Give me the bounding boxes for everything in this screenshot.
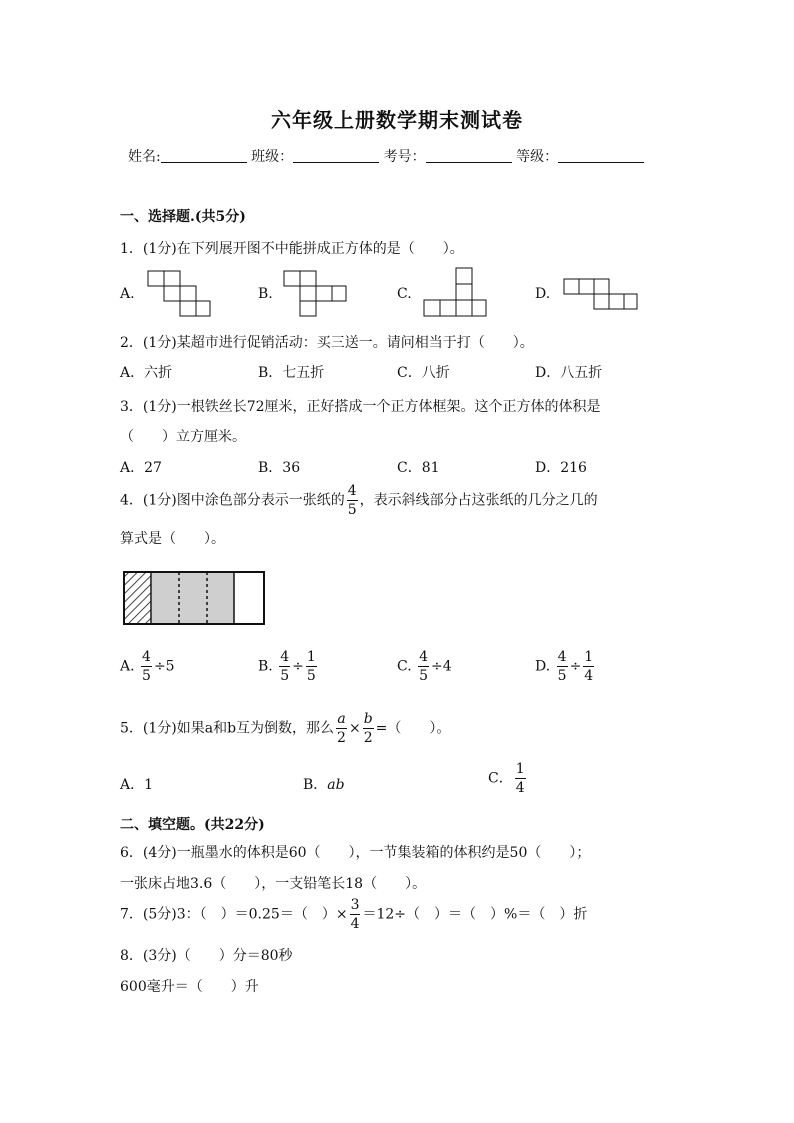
q2-option-a: A．六折 (120, 365, 173, 381)
numerator: 4 (142, 649, 151, 665)
denominator: 5 (142, 668, 151, 684)
exam-no-blank[interactable] (426, 148, 512, 163)
q4-option-d-fraction-2 (583, 650, 594, 683)
q4-option-c-label: C. (397, 658, 412, 675)
q5-option-a: A．1 (120, 777, 154, 793)
exam-no-label: 考号： (383, 149, 426, 165)
q4-option-b-fraction-1 (279, 650, 290, 683)
q4-paper-strip-diagram (122, 570, 266, 626)
numerator: a (337, 711, 346, 727)
q4-option-c-rest: ÷4 (431, 658, 452, 675)
numerator: 4 (557, 649, 567, 665)
denominator: 5 (557, 668, 567, 684)
q4-option-a-fraction (141, 650, 152, 683)
question-2: 2．(1分)某超市进行促销活动：买三送一。请问相当于打（ ）。 (120, 335, 534, 351)
q5-option-b-label: B． (303, 777, 328, 793)
q4-option-c (397, 650, 452, 683)
q1-option-c-label: C. (397, 286, 412, 302)
divide-sign: ÷ (292, 658, 304, 675)
numerator: 1 (515, 761, 525, 777)
q4-option-d (535, 650, 596, 683)
numerator: b (363, 711, 373, 727)
section-1-heading: 一、选择题.(共5分) (120, 209, 246, 225)
numerator: 1 (306, 649, 316, 665)
denominator: 5 (280, 668, 290, 684)
cube-net-c (422, 266, 488, 320)
denominator: 4 (350, 916, 360, 932)
q4-fraction-denominator: 5 (347, 502, 357, 518)
section-2-heading: 二、填空题。(共22分) (120, 817, 265, 833)
cube-net-b (282, 270, 348, 320)
question-5 (120, 712, 450, 745)
name-label: 姓名: (128, 149, 161, 165)
q4-option-b-fraction-2 (306, 650, 317, 683)
class-label: 班级： (251, 149, 294, 165)
q5-option-c-label: C． (488, 770, 513, 787)
q7-fraction (350, 898, 361, 931)
q5-option-b (303, 774, 345, 794)
question-8-line-2: 600毫升＝（ ）升 (120, 979, 259, 995)
q2-option-c: C．八折 (397, 365, 450, 381)
question-7 (120, 898, 587, 931)
question-6-line-1: 6．(4分)一瓶墨水的体积是60（ ），一节集装箱的体积约是50（ ）； (120, 845, 591, 861)
q5-fraction-b (363, 712, 374, 745)
question-8-line-1: 8．(3分)（ ）分＝80秒 (120, 948, 293, 964)
q7-text-pre: 7．(5分)3：（ ）＝0.25＝（ ）× (120, 906, 348, 923)
q4-option-c-fraction (418, 650, 429, 683)
q5-text-pre: 5．(1分)如果a和b互为倒数，那么 (120, 720, 335, 737)
q3-option-c: C．81 (397, 460, 440, 476)
q4-option-b (258, 650, 319, 683)
denominator: 5 (419, 668, 429, 684)
q4-hatched-part (125, 573, 151, 623)
q4-option-b-label: B. (258, 658, 273, 675)
q1-option-b-label: B. (258, 286, 273, 302)
numerator: 4 (280, 649, 290, 665)
q4-option-a-label: A. (120, 658, 135, 675)
denominator: 4 (584, 668, 594, 684)
q5-option-c (488, 762, 528, 795)
denominator: 2 (363, 730, 373, 746)
q5-fraction-a (336, 712, 347, 745)
divide-sign: ÷ (569, 658, 582, 675)
q4-option-a (120, 650, 175, 683)
student-info-line (128, 146, 644, 166)
cube-net-a (146, 270, 212, 320)
grade-blank[interactable] (558, 148, 644, 163)
q3-option-b: B．36 (258, 460, 301, 476)
question-6-line-2: 一张床占地3.6（ ），一支铅笔长18（ ）。 (120, 876, 427, 892)
q4-shaded-part (152, 573, 234, 623)
numerator: 1 (584, 649, 594, 665)
q7-text-post: ＝12÷（ ）＝（ ）%＝（ ）折 (362, 906, 588, 923)
q5-text-post: =（ ）。 (375, 720, 451, 737)
question-1: 1．(1分)在下列展开图不中能拼成正方体的是（ ）。 (120, 241, 464, 257)
numerator: 4 (419, 649, 429, 665)
q4-option-a-rest: ÷5 (153, 658, 175, 675)
q1-option-a-label: A. (120, 286, 135, 302)
q3-option-d: D．216 (535, 460, 587, 476)
question-4-line-2: 算式是（ ）。 (120, 531, 225, 547)
class-blank[interactable] (293, 148, 379, 163)
denominator: 2 (337, 730, 346, 746)
q4-option-d-fraction-1 (557, 650, 568, 683)
q4-text-pre: 4．(1分)图中涂色部分表示一张纸的 (120, 492, 345, 509)
q4-option-d-label: D. (535, 658, 551, 675)
grade-label: 等级： (516, 149, 559, 165)
q2-option-b: B．七五折 (258, 365, 325, 381)
q4-text-post: ，表示斜线部分占这张纸的几分之几的 (359, 492, 598, 509)
q5-option-b-value: ab (327, 777, 345, 793)
q4-fraction-numerator: 4 (347, 483, 357, 499)
page-title: 六年级上册数学期末测试卷 (271, 108, 523, 132)
q5-option-c-fraction (515, 762, 526, 795)
cube-net-d (563, 278, 639, 312)
q1-option-d-label: D. (535, 286, 551, 302)
denominator: 4 (515, 780, 525, 796)
times-sign: × (348, 720, 361, 737)
numerator: 3 (350, 897, 360, 913)
q3-option-a: A．27 (120, 460, 162, 476)
question-3-line-1: 3．(1分)一根铁丝长72厘米，正好搭成一个正方体框架。这个正方体的体积是 (120, 399, 601, 415)
name-blank[interactable] (161, 148, 247, 163)
denominator: 5 (306, 668, 316, 684)
question-3-line-2: （ ）立方厘米。 (120, 429, 246, 445)
q4-fraction (347, 484, 358, 517)
question-4-line-1 (120, 484, 598, 517)
q2-option-d: D．八五折 (535, 365, 603, 381)
